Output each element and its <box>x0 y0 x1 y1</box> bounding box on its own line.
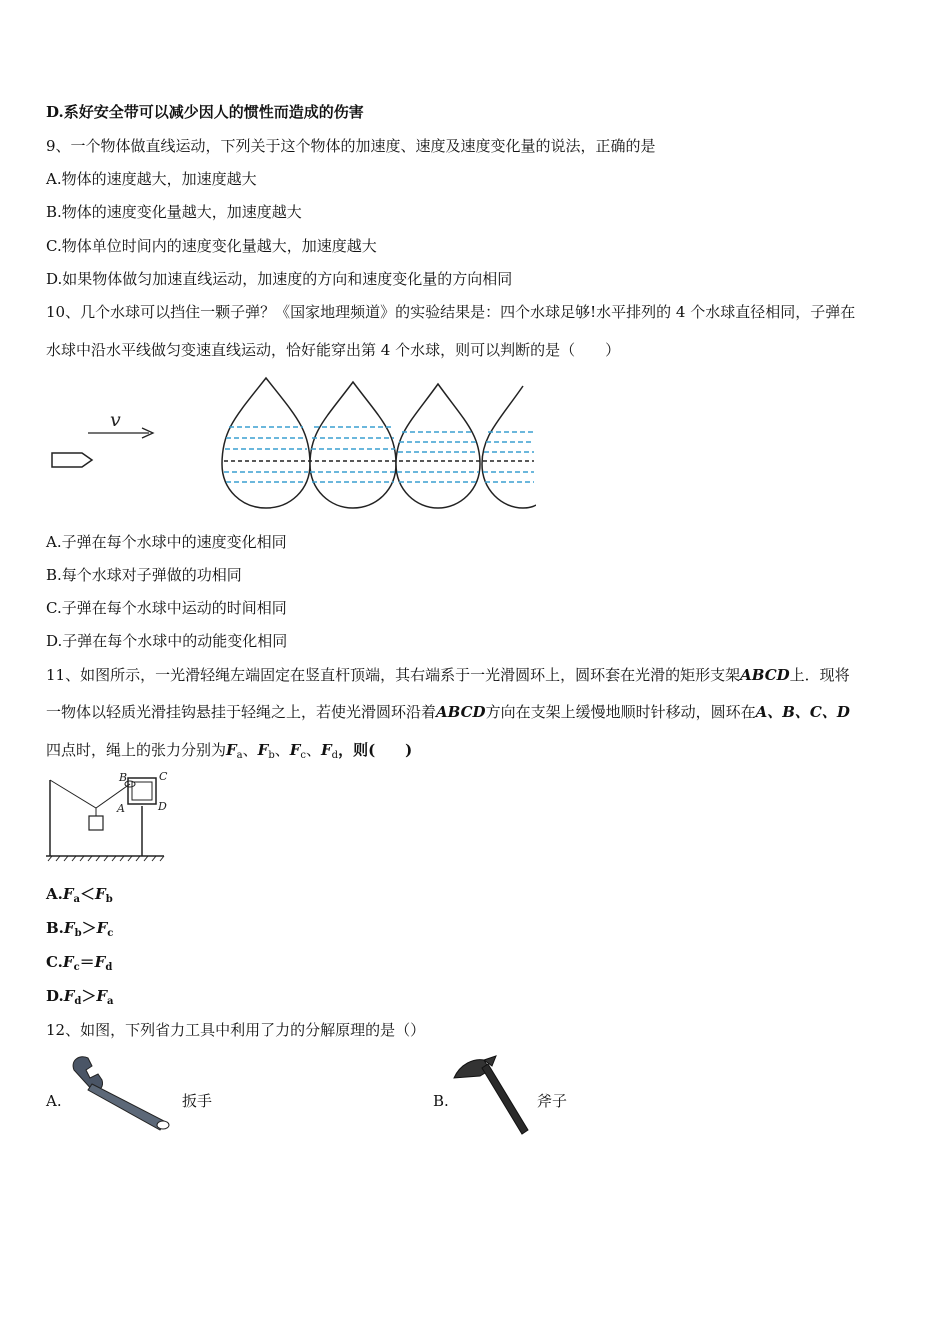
velocity-label: v <box>110 409 121 431</box>
q12-option-a-label: A. <box>46 1092 62 1110</box>
q12-stem: 12、如图，下列省力工具中利用了力的分解原理的是（） <box>46 1021 426 1039</box>
q11-option-d: $D.F_d>F_a$ <box>46 987 114 1007</box>
q10-option-d: D.子弹在每个水球中的动能变化相同 <box>46 632 288 650</box>
q9-option-b: B.物体的速度变化量越大，加速度越大 <box>46 203 302 221</box>
q9-option-c: C.物体单位时间内的速度变化量越大，加速度越大 <box>46 237 377 255</box>
q9-stem: 9、一个物体做直线运动，下列关于这个物体的加速度、速度及速度变化量的说法，正确的是 <box>46 137 656 155</box>
water-ball-2 <box>310 382 396 508</box>
q10-option-a: A.子弹在每个水球中的速度变化相同 <box>46 533 287 551</box>
q11-option-b: $B.F_b>F_c$ <box>46 919 114 939</box>
label-d: D <box>158 800 167 813</box>
water-ball-4 <box>482 386 536 508</box>
q11-stem-line1: 11、如图所示，一光滑轻绳左端固定在竖直杆顶端，其右端系于一光滑圆环上，圆环套在光滑的矩形支架ABCD上．现将 <box>46 666 850 684</box>
q9-option-d: D.如果物体做匀加速直线运动，加速度的方向和速度变化量的方向相同 <box>46 270 513 288</box>
q11-stem-line3: 四点时，绳上的张力分别为$F_a$、$F_b$、$F_c$、$F_d$，则( ) <box>46 741 413 761</box>
wrench-icon <box>66 1052 178 1132</box>
q10-stem-line2: 水球中沿水平线做匀变速直线运动，恰好能穿出第 4 个水球，则可以判断的是（ ） <box>46 341 621 359</box>
q8-option-d: D.系好安全带可以减少因人的惯性而造成的伤害 <box>46 103 364 121</box>
bullet-icon <box>52 453 92 467</box>
q12-option-b-text: 斧子 <box>537 1092 568 1110</box>
q9-option-a: A.物体的速度越大，加速度越大 <box>46 170 257 188</box>
q12-option-a-text: 扳手 <box>182 1092 213 1110</box>
q10-stem-line1: 10、几个水球可以挡住一颗子弹？《国家地理频道》的实验结果是：四个水球足够!水平排列的 4 个水球直径相同，子弹在 <box>46 303 856 321</box>
water-ball-1 <box>222 378 310 508</box>
axe-icon <box>450 1054 534 1138</box>
q12-option-b-label: B. <box>433 1092 449 1110</box>
q10-option-b: B.每个水球对子弹做的功相同 <box>46 566 242 584</box>
rope-frame-figure <box>46 768 172 866</box>
q11-option-a: $A.F_a<F_b$ <box>46 885 113 905</box>
label-a: A <box>117 802 125 815</box>
water-ball-3 <box>396 384 480 508</box>
hanging-block <box>89 816 103 830</box>
label-c: C <box>159 770 168 783</box>
q10-option-c: C.子弹在每个水球中运动的时间相同 <box>46 599 287 617</box>
q11-stem-line2: 一物体以轻质光滑挂钩悬挂于轻绳之上，若使光滑圆环沿着ABCD方向在支架上缓慢地顺时针移动，圆环在A、B、C、D <box>46 703 850 721</box>
q11-option-c: $C.F_c=F_d$ <box>46 953 113 973</box>
water-balls-figure <box>46 372 536 520</box>
label-b: B <box>119 771 128 784</box>
